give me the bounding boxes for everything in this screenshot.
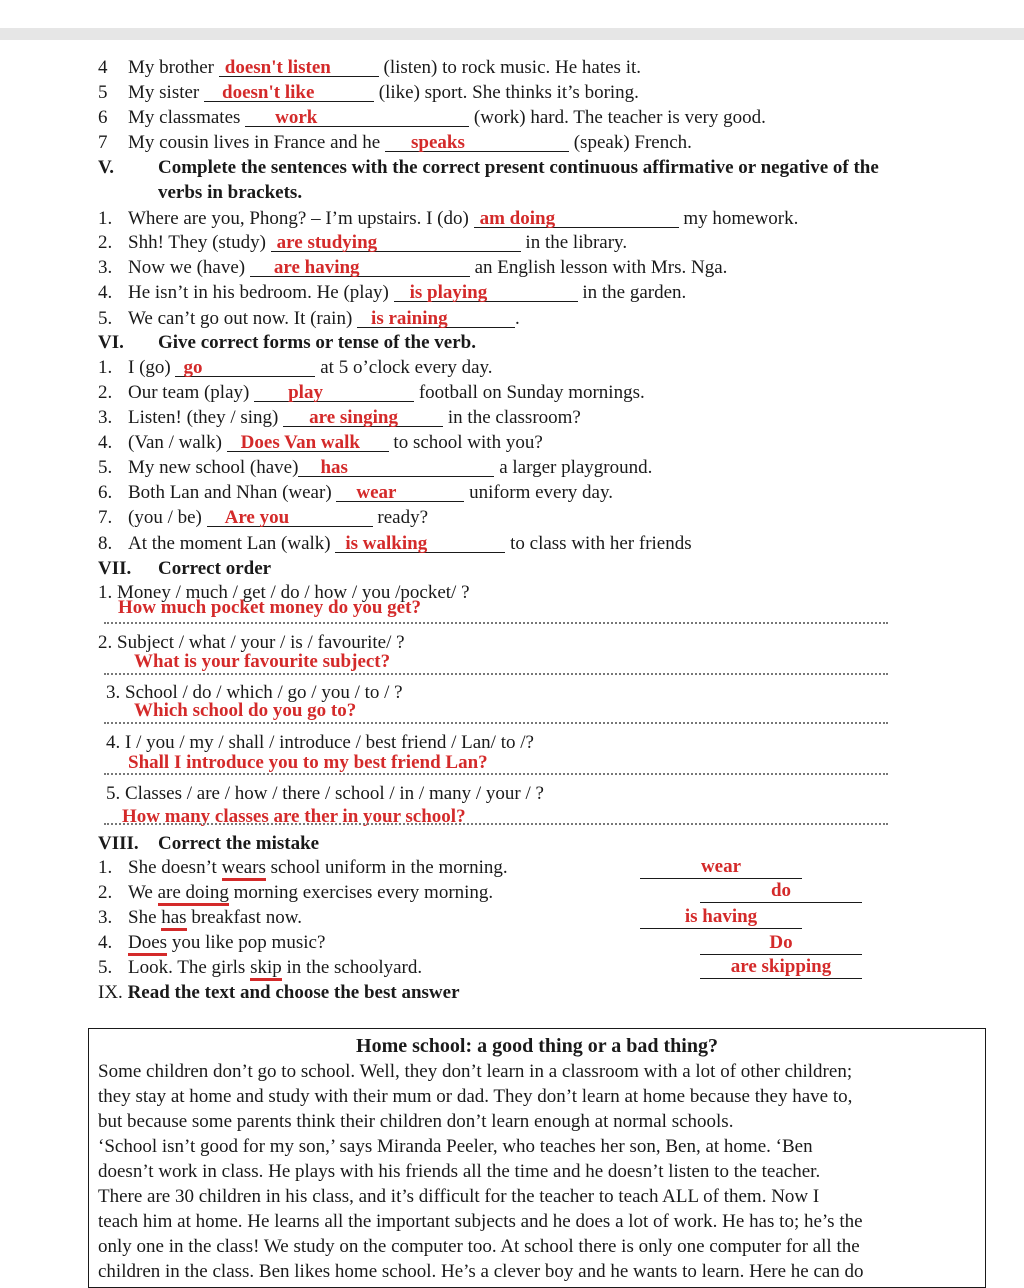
section-heading: [98, 832, 319, 856]
exercise-line: [98, 906, 302, 930]
item-number: 8.: [98, 533, 113, 554]
answer-blank: [283, 406, 443, 427]
answer-text: Are you: [224, 507, 290, 528]
answer-blank: [271, 231, 521, 252]
sentence-text: to class with her friends: [510, 533, 692, 554]
sentence-text: in the library.: [525, 232, 628, 253]
item-number: 2.: [98, 232, 113, 253]
exercise-line: [98, 256, 727, 280]
correction-answer: wear: [640, 856, 802, 879]
dotted-answer-line: [104, 673, 888, 675]
section-number: IX.: [98, 982, 123, 1003]
sentence-text: Shh! They (study): [128, 232, 266, 253]
exercise-line: [98, 231, 627, 255]
sentence-text: She doesn’t: [128, 857, 222, 878]
dotted-answer-line: [104, 773, 888, 775]
item-number: 1.: [98, 208, 113, 229]
exercise-line: [98, 307, 520, 331]
passage-line: they stay at home and study with their mum or dad. They don’t learn at home because they have to,: [98, 1086, 853, 1107]
exercise-line: [98, 456, 652, 480]
item-number: 2.: [98, 382, 113, 403]
sentence-text: (listen) to rock music. He hates it.: [383, 57, 642, 78]
item-number: 4.: [98, 282, 113, 303]
sentence-text: an English lesson with Mrs. Nga.: [474, 257, 728, 278]
exercise-line: [98, 881, 493, 905]
section-title: Give correct forms or tense of the verb.: [158, 332, 476, 353]
sentence-text: in the classroom?: [447, 407, 581, 428]
item-number: 5: [98, 82, 108, 103]
dotted-answer-line: [104, 622, 888, 624]
section-title: Correct order: [158, 558, 272, 579]
answer-text: doesn't like: [222, 82, 315, 103]
answer-blank: [474, 207, 679, 228]
correction-answer: are skipping: [700, 956, 862, 979]
sentence-text: (work) hard. The teacher is very good.: [473, 107, 766, 128]
answer-text: are studying: [276, 232, 378, 253]
sentence-text: at 5 o’clock every day.: [320, 357, 493, 378]
exercise-line: [98, 431, 543, 455]
dotted-answer-line: [104, 722, 888, 724]
section-title: Complete the sentences with the correct present continuous affirmative or negative of the: [158, 157, 879, 178]
answer-blank: [336, 481, 464, 502]
answer-text: Shall I introduce you to my best friend Lan?: [128, 752, 488, 773]
item-number: 1.: [98, 857, 113, 878]
item-number: 5.: [98, 308, 113, 329]
mistake-word: are doing: [158, 882, 229, 906]
question-text: 5. Classes / are / how / there / school / in / many / your / ?: [106, 783, 544, 804]
section-number: VIII.: [98, 833, 139, 854]
sentence-text: My new school (have): [128, 457, 299, 478]
answer-text: is raining: [371, 308, 448, 329]
sentence-text: (speak) French.: [573, 132, 692, 153]
item-number: 6: [98, 107, 108, 128]
exercise-line: [98, 956, 422, 980]
answer-blank: [219, 56, 379, 77]
answer-blank: [385, 131, 569, 152]
sentence-text: We: [128, 882, 158, 903]
item-number: 7.: [98, 507, 113, 528]
answer-blank: [227, 431, 389, 452]
answer-text: has: [320, 457, 348, 478]
correction-answer: is having: [640, 906, 802, 929]
sentence-text: Where are you, Phong? – I’m upstairs. I (do): [128, 208, 469, 229]
item-number: 2.: [98, 882, 113, 903]
mistake-word: skip: [250, 957, 282, 981]
answer-blank: [207, 506, 373, 527]
answer-blank: [245, 106, 469, 127]
answer-text: play: [288, 382, 323, 403]
passage-line: but because some parents think their children don’t learn enough at normal schools.: [98, 1111, 734, 1132]
passage-line: teach him at home. He learns all the important subjects and he does a lot of work. He has to; he’s the: [98, 1211, 863, 1232]
answer-text: wear: [356, 482, 397, 503]
answer-text: go: [183, 357, 203, 378]
question-text: 3. School / do / which / go / you / to / ?: [106, 682, 403, 703]
answer-text: speaks: [410, 132, 465, 153]
answer-text: work: [275, 107, 318, 128]
exercise-line: [98, 931, 325, 955]
item-number: 6.: [98, 482, 113, 503]
exercise-line: [98, 131, 692, 155]
passage-line: ‘School isn’t good for my son,’ says Miranda Peeler, who teaches her son, Ben, at home. ‘Ben: [98, 1136, 813, 1157]
passage-line: Some children don’t go to school. Well, they don’t learn in a classroom with a lot of other children;: [98, 1061, 853, 1082]
exercise-line: [98, 481, 613, 505]
dotted-answer-line: [104, 823, 888, 825]
answer-text: are having: [273, 257, 360, 278]
sentence-text: (you / be): [128, 507, 202, 528]
section-heading: [98, 557, 271, 581]
correction-answer: Do: [700, 932, 862, 955]
reading-passage-box: [88, 1028, 986, 1288]
exercise-line: [98, 207, 798, 231]
section-number: VI.: [98, 332, 124, 353]
exercise-line: [98, 856, 508, 880]
item-number: 5.: [98, 457, 113, 478]
section-number: VII.: [98, 558, 132, 579]
exercise-line: [98, 81, 639, 105]
answer-blank: [357, 307, 515, 328]
passage-line: doesn’t work in class. He plays with his friends all the time and he doesn’t listen to the teacher.: [98, 1161, 821, 1182]
answer-text: is playing: [409, 282, 488, 303]
sentence-text: in the schoolyard.: [281, 957, 423, 978]
exercise-line: [98, 356, 493, 380]
sentence-text: She: [128, 907, 162, 928]
section-title: Correct the mistake: [158, 833, 320, 854]
sentence-text: Our team (play): [128, 382, 250, 403]
exercise-line: [98, 56, 641, 80]
sentence-text: He isn’t in his bedroom. He (play): [128, 282, 389, 303]
exercise-line: [98, 381, 645, 405]
sentence-text: (Van / walk): [128, 432, 222, 453]
section-heading: [98, 156, 879, 180]
sentence-text: My brother: [128, 57, 215, 78]
item-number: 4.: [98, 432, 113, 453]
item-number: 7: [98, 132, 108, 153]
sentence-text: (like) sport. She thinks it’s boring.: [378, 82, 639, 103]
section-number: V.: [98, 157, 115, 178]
answer-blank: [298, 456, 494, 477]
sentence-text: in the garden.: [582, 282, 687, 303]
sentence-text: We can’t go out now. It (rain): [128, 308, 353, 329]
sentence-text: morning exercises every morning.: [228, 882, 494, 903]
sentence-text: Look. The girls: [128, 957, 251, 978]
sentence-text: ready?: [377, 507, 429, 528]
question-text: 2. Subject / what / your / is / favourite/ ?: [98, 632, 405, 653]
viewer-top-bar: [0, 28, 1024, 40]
section-heading-cont: [158, 181, 302, 205]
exercise-line: [98, 406, 581, 430]
sentence-text: you like pop music?: [167, 932, 326, 953]
section-heading: [98, 331, 476, 355]
sentence-text: I (go): [128, 357, 171, 378]
exercise-line: [98, 532, 692, 556]
item-number: 4: [98, 57, 108, 78]
sentence-text: My sister: [128, 82, 200, 103]
sentence-text: Both Lan and Nhan (wear): [128, 482, 332, 503]
mistake-word: has: [161, 907, 186, 931]
sentence-text: Now we (have): [128, 257, 246, 278]
sentence-text: football on Sunday mornings.: [418, 382, 645, 403]
answer-blank: [250, 256, 470, 277]
answer-text: doesn't listen: [224, 57, 331, 78]
sentence-text: Listen! (they / sing): [128, 407, 279, 428]
answer-blank: [335, 532, 505, 553]
section-heading: [98, 981, 460, 1005]
answer-blank: [204, 81, 374, 102]
item-number: 1.: [98, 357, 113, 378]
sentence-text: My classmates: [128, 107, 241, 128]
answer-blank: [175, 356, 315, 377]
passage-line: only one in the class! We study on the computer too. At school there is only one computer for all the: [98, 1236, 860, 1257]
answer-text: am doing: [479, 208, 556, 229]
answer-blank: [254, 381, 414, 402]
answer-text: Does Van walk: [240, 432, 360, 453]
sentence-text: At the moment Lan (walk): [128, 533, 331, 554]
passage-line: children in the class. Ben likes home school. He’s a clever boy and he wants to learn. Here he can do: [98, 1261, 864, 1282]
mistake-word: wears: [222, 857, 266, 881]
exercise-line: [98, 281, 686, 305]
answer-text: is walking: [345, 533, 428, 554]
section-title: verbs in brackets.: [158, 182, 303, 203]
sentence-text: uniform every day.: [469, 482, 614, 503]
item-number: 3.: [98, 907, 113, 928]
answer-text: Which school do you go to?: [134, 700, 357, 721]
correction-answer: do: [700, 880, 862, 903]
item-number: 3.: [98, 257, 113, 278]
mistake-word: Does: [128, 932, 167, 956]
answer-text: How much pocket money do you get?: [118, 597, 421, 618]
sentence-text: breakfast now.: [186, 907, 302, 928]
item-number: 4.: [98, 932, 113, 953]
passage-line: There are 30 children in his class, and it’s difficult for the teacher to teach ALL of them. Now I: [98, 1186, 820, 1207]
sentence-text: school uniform in the morning.: [265, 857, 508, 878]
sentence-text: to school with you?: [393, 432, 543, 453]
section-title: Read the text and choose the best answer: [127, 982, 460, 1003]
passage-title: Home school: a good thing or a bad thing?: [356, 1035, 718, 1057]
answer-text: How many classes are ther in your school?: [122, 806, 466, 827]
exercise-line: [98, 506, 428, 530]
exercise-line: [98, 106, 766, 130]
answer-text: What is your favourite subject?: [134, 651, 391, 672]
sentence-text: .: [515, 308, 520, 329]
answer-blank: [394, 281, 578, 302]
item-number: 5.: [98, 957, 113, 978]
sentence-text: my homework.: [683, 208, 799, 229]
item-number: 3.: [98, 407, 113, 428]
question-text: 1. Money / much / get / do / how / you /pocket/ ?: [98, 582, 470, 603]
answer-text: are singing: [309, 407, 398, 428]
sentence-text: My cousin lives in France and he: [128, 132, 381, 153]
sentence-text: a larger playground.: [499, 457, 653, 478]
question-text: 4. I / you / my / shall / introduce / best friend / Lan/ to /?: [106, 732, 534, 753]
